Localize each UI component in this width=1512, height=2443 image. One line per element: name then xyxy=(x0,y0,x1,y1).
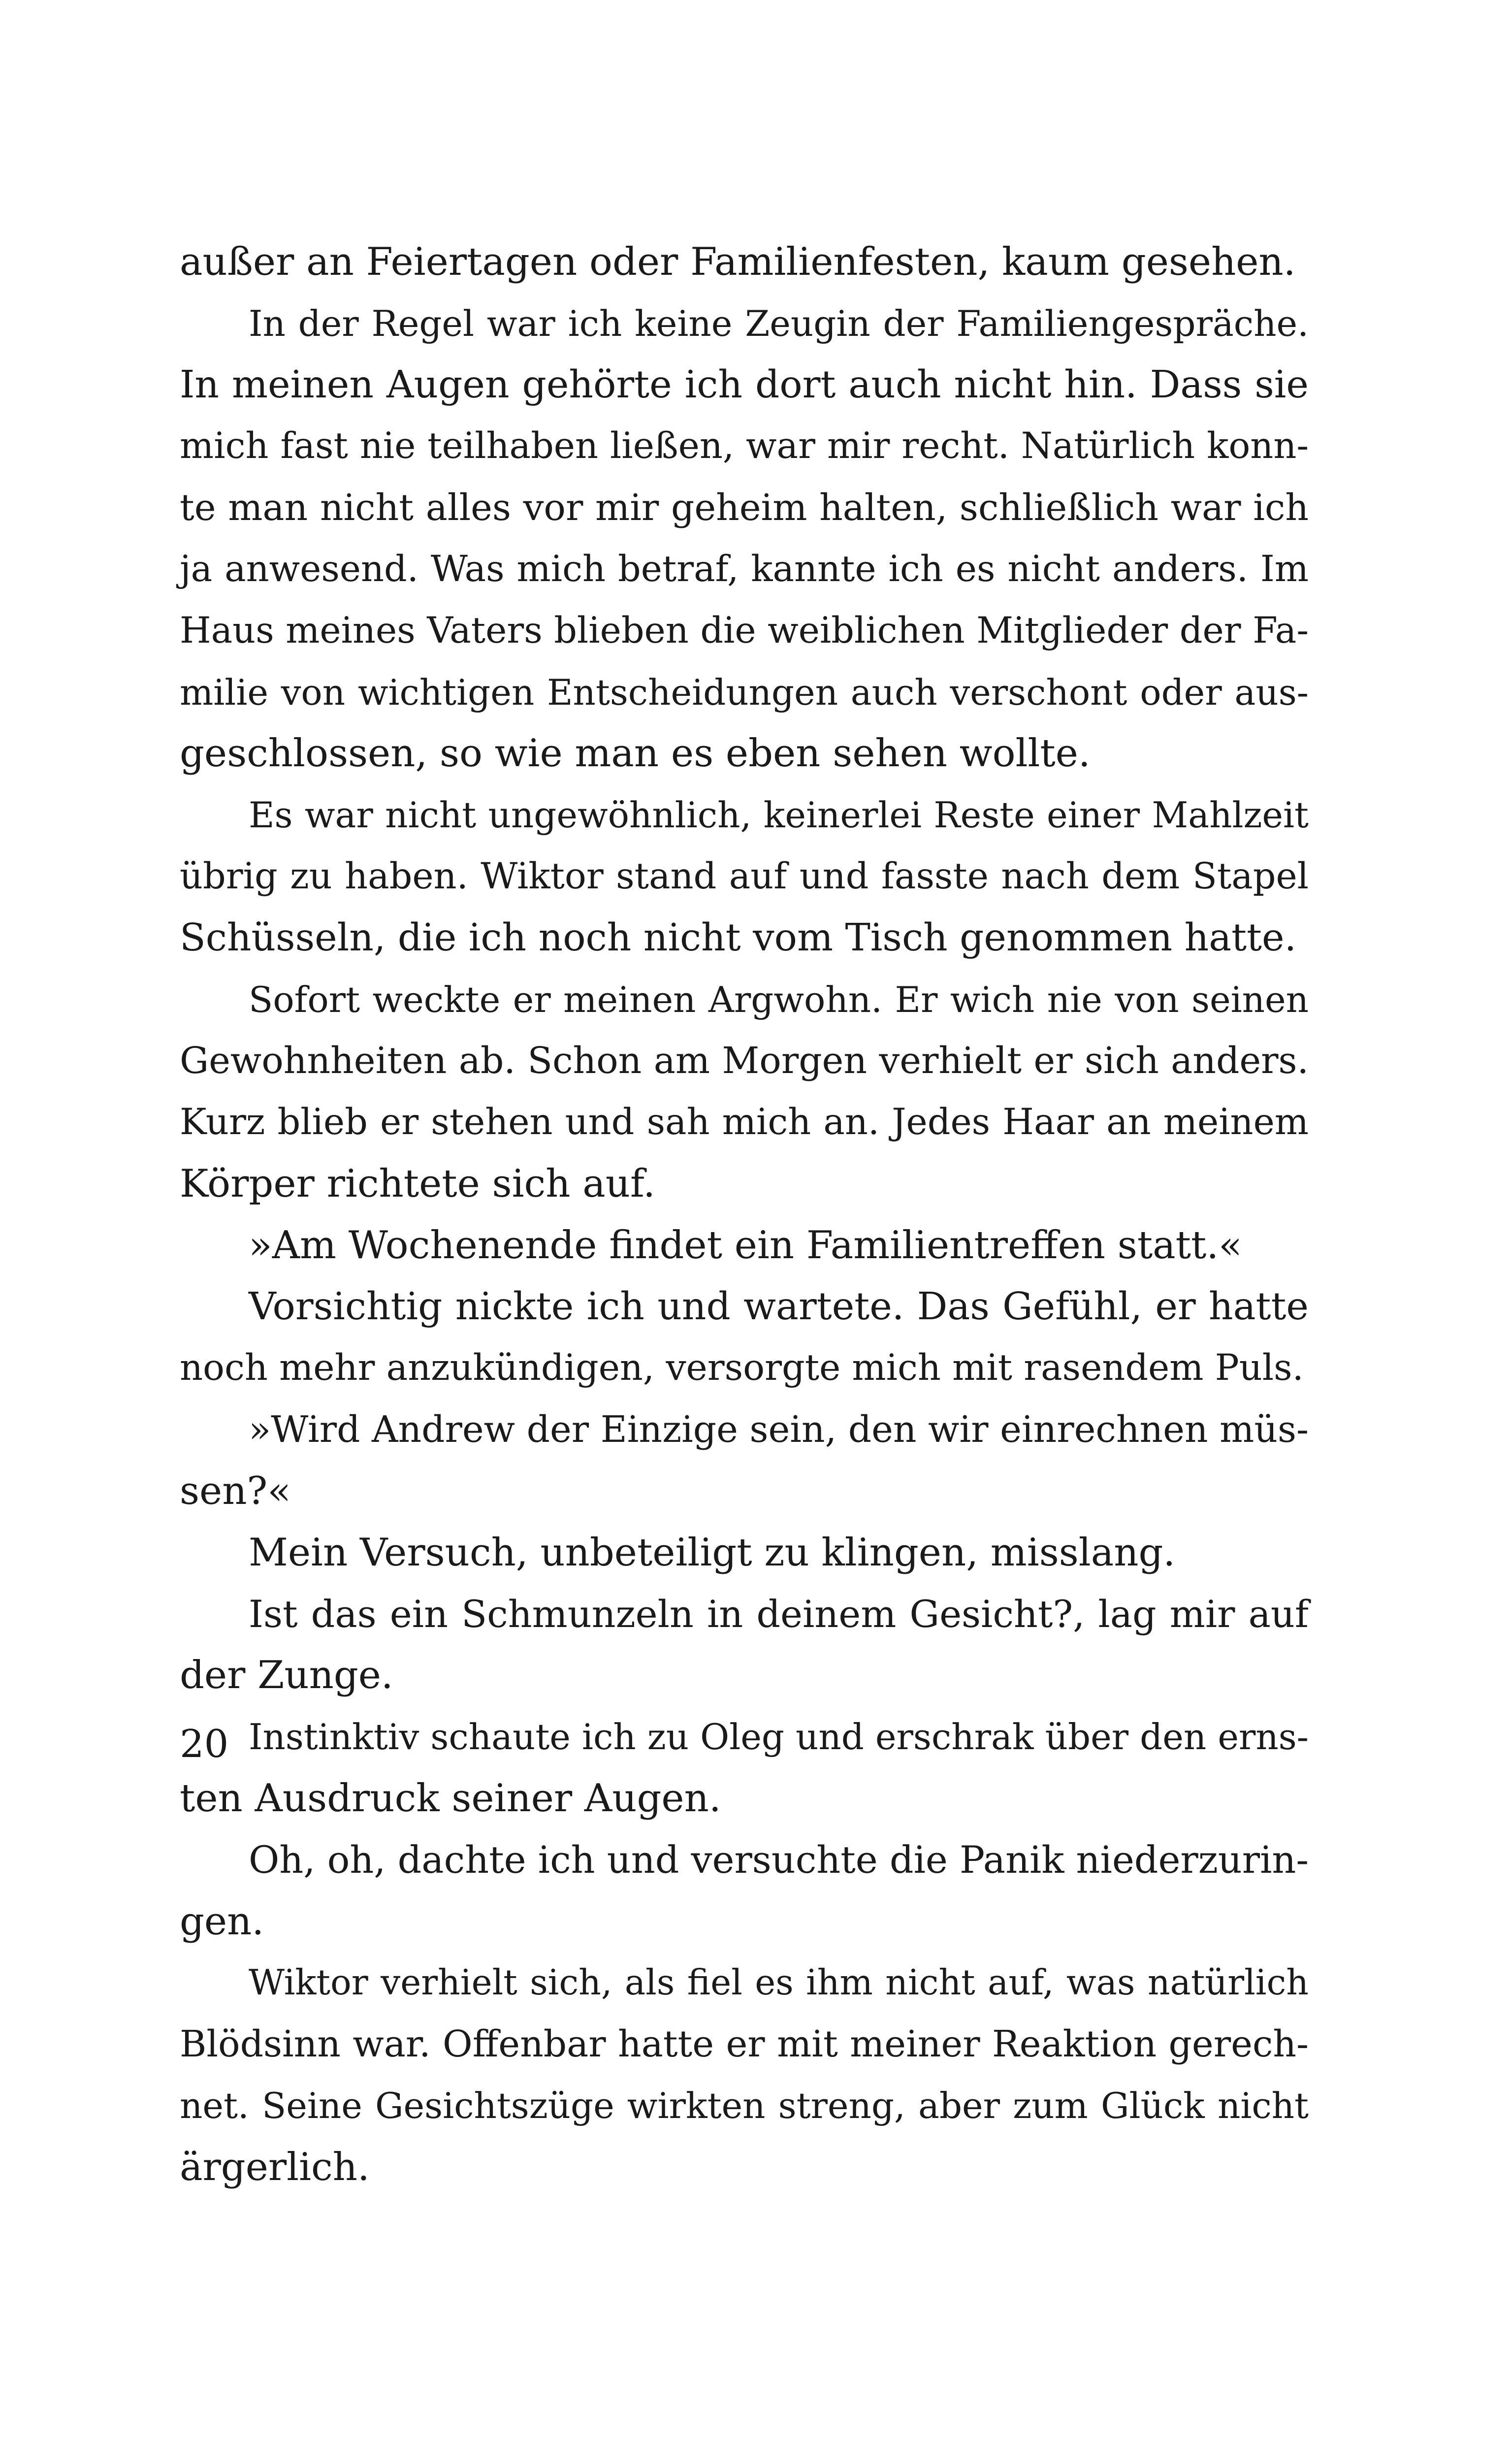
text-line: Wiktor verhielt sich, als fiel es ihm nicht auf, was natürlich xyxy=(249,1962,1309,2003)
text-line: Oh, oh, dachte ich und versuchte die Panik niederzurin- xyxy=(249,1837,1309,1882)
text-line: Körper richtete sich auf. xyxy=(180,1161,655,1206)
text-line: Vorsichtig nickte ich und wartete. Das Gefühl, er hatte xyxy=(249,1284,1309,1329)
text-line: Kurz blieb er stehen und sah mich an. Jedes Haar an meinem xyxy=(180,1101,1309,1143)
text-line: außer an Feiertagen oder Familienfesten, kaum gesehen. xyxy=(180,240,1296,284)
text-line: In meinen Augen gehörte ich dort auch nicht hin. Dass sie xyxy=(180,362,1309,407)
page-number: 20 xyxy=(180,1722,229,1766)
text-line: te man nicht alles vor mir geheim halten, schließlich war ich xyxy=(180,487,1309,529)
text-line: Instinktiv schaute ich zu Oleg und erschrak über den erns- xyxy=(249,1716,1309,1758)
text-line: Gewohnheiten ab. Schon am Morgen verhielt er sich anders. xyxy=(180,1040,1309,1082)
text-line: Mein Versuch, unbeteiligt zu klingen, misslang. xyxy=(249,1530,1176,1575)
text-line: milie von wichtigen Entscheidungen auch verschont oder aus- xyxy=(180,671,1309,713)
text-line: Sofort weckte er meinen Argwohn. Er wich nie von seinen xyxy=(249,978,1309,1020)
text-line: ja anwesend. Was mich betraf, kannte ich es nicht anders. Im xyxy=(180,548,1309,590)
text-line: »Am Wochenende findet ein Familientreffen statt.« xyxy=(249,1223,1242,1268)
text-line: ärgerlich. xyxy=(180,2145,370,2189)
body-text xyxy=(180,231,1309,2198)
text-line: Schüsseln, die ich noch nicht vom Tisch genommen hatte. xyxy=(180,915,1297,960)
text-line: Haus meines Vaters blieben die weiblichen Mitglieder der Fa- xyxy=(180,609,1309,651)
text-line: »Wird Andrew der Einzige sein, den wir einrechnen müs- xyxy=(249,1408,1309,1451)
text-line: ten Ausdruck seiner Augen. xyxy=(180,1776,721,1821)
text-line: In der Regel war ich keine Zeugin der Familiengespräche. xyxy=(249,302,1309,344)
text-line: noch mehr anzukündigen, versorgte mich mit rasendem Puls. xyxy=(180,1347,1304,1389)
text-line: sen?« xyxy=(180,1468,291,1513)
text-line: der Zunge. xyxy=(180,1653,393,1698)
text-line: mich fast nie teilhaben ließen, war mir recht. Natürlich konn- xyxy=(180,425,1309,467)
text-line: geschlossen, so wie man es eben sehen wollte. xyxy=(180,731,1091,776)
text-line: Blödsinn war. Offenbar hatte er mit meiner Reaktion gerech- xyxy=(180,2023,1309,2066)
text-line: gen. xyxy=(180,1899,264,1944)
text-line: Ist das ein Schmunzeln in deinem Gesicht?, lag mir auf xyxy=(249,1592,1309,1636)
text-line: net. Seine Gesichtszüge wirkten streng, aber zum Glück nicht xyxy=(180,2085,1309,2126)
text-line: übrig zu haben. Wiktor stand auf und fasste nach dem Stapel xyxy=(180,855,1309,897)
text-line: Es war nicht ungewöhnlich, keinerlei Reste einer Mahlzeit xyxy=(249,794,1309,836)
